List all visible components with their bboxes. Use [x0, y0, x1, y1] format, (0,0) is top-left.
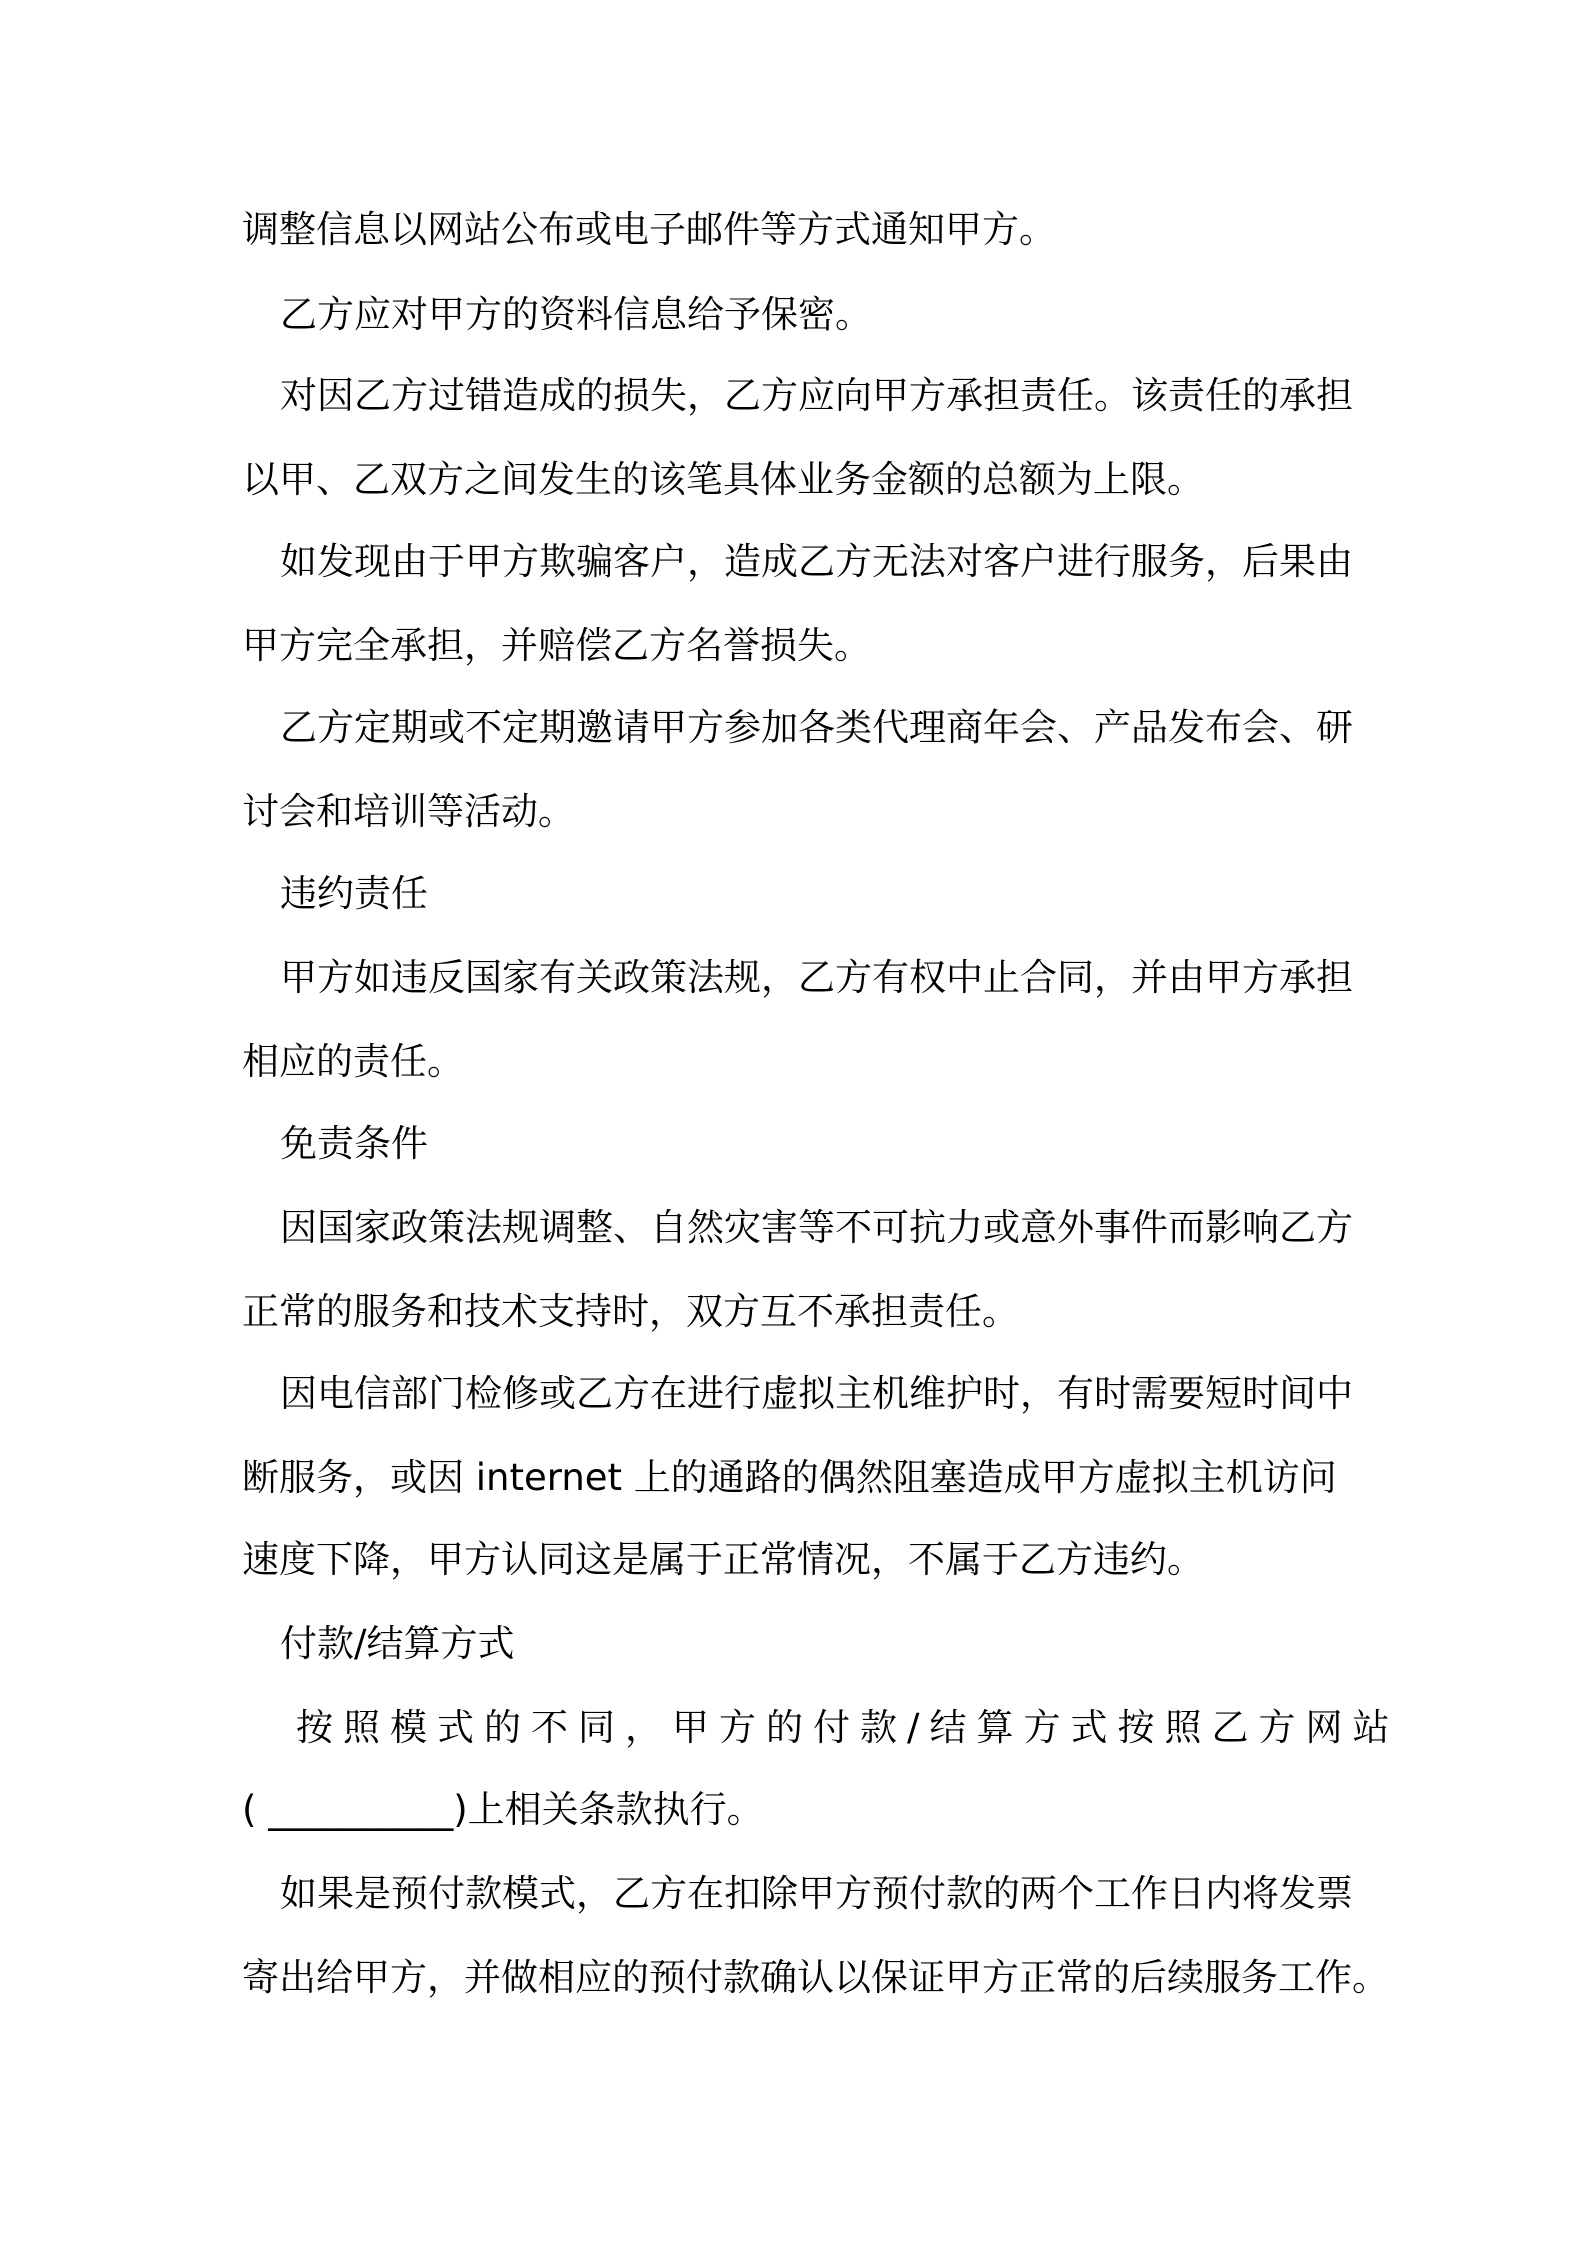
paragraph-line: 乙方定期或不定期邀请甲方参加各类代理商年会、产品发布会、研	[280, 706, 1353, 749]
paragraph-line: 如发现由于甲方欺骗客户，造成乙方无法对客户进行服务，后果由	[280, 540, 1353, 583]
paragraph-line: 乙方应对甲方的资料信息给予保密。	[280, 293, 872, 336]
paragraph-line: 对因乙方过错造成的损失，乙方应向甲方承担责任。该责任的承担	[280, 374, 1353, 417]
paragraph-line: 按照模式的不同，甲方的付款/结算方式按照乙方网站	[296, 1706, 1400, 1749]
section-heading: 违约责任	[280, 872, 428, 915]
paragraph-line: 因国家政策法规调整、自然灾害等不可抗力或意外事件而影响乙方	[280, 1206, 1353, 1249]
paragraph-line: 讨会和培训等活动。	[242, 790, 575, 833]
paragraph-line: 断服务，或因 internet 上的通路的偶然阻塞造成甲方虚拟主机访问	[242, 1456, 1337, 1499]
paragraph-line: 甲方完全承担，并赔偿乙方名誉损失。	[242, 624, 871, 667]
paragraph-line: 相应的责任。	[242, 1040, 464, 1083]
paragraph-line: ( __________)上相关条款执行。	[242, 1788, 764, 1831]
paragraph-line: 以甲、乙双方之间发生的该笔具体业务金额的总额为上限。	[242, 458, 1204, 501]
paragraph-line: 正常的服务和技术支持时，双方互不承担责任。	[242, 1290, 1019, 1333]
paragraph-line: 因电信部门检修或乙方在进行虚拟主机维护时，有时需要短时间中	[280, 1372, 1353, 1415]
paragraph-line: 寄出给甲方，并做相应的预付款确认以保证甲方正常的后续服务工作。	[242, 1956, 1389, 1999]
paragraph-line: 如果是预付款模式，乙方在扣除甲方预付款的两个工作日内将发票	[280, 1872, 1353, 1915]
paragraph-line: 调整信息以网站公布或电子邮件等方式通知甲方。	[242, 208, 1056, 251]
section-heading: 免责条件	[280, 1122, 428, 1165]
paragraph-line: 甲方如违反国家有关政策法规，乙方有权中止合同，并由甲方承担	[280, 956, 1353, 999]
section-heading: 付款/结算方式	[280, 1622, 515, 1665]
paragraph-line: 速度下降，甲方认同这是属于正常情况，不属于乙方违约。	[242, 1538, 1204, 1581]
